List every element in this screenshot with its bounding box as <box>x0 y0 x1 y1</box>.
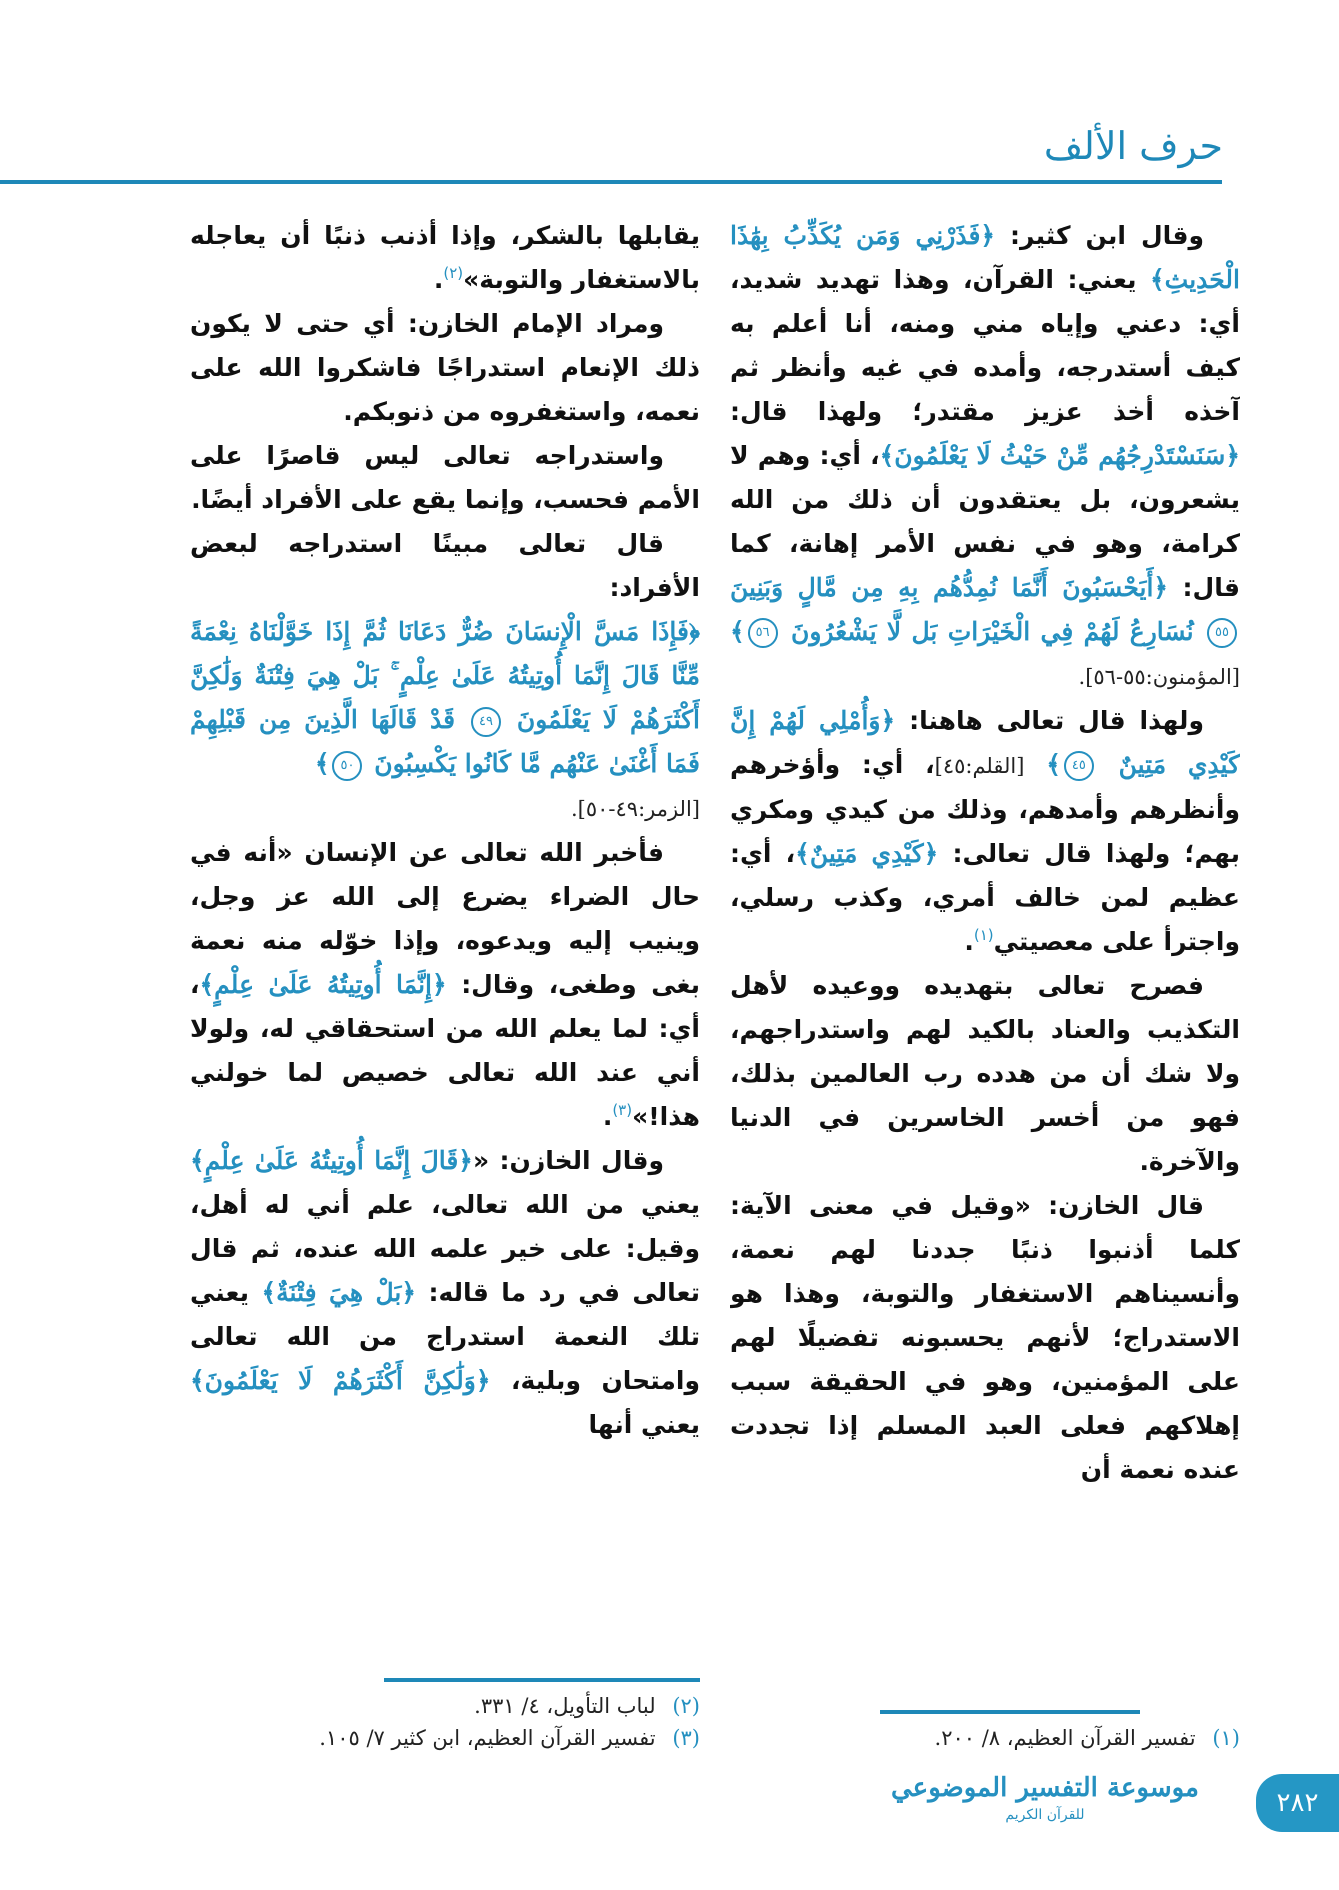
quran-bracket: ﴾ <box>730 617 745 646</box>
quran-bracket: ﴾ <box>1046 750 1061 779</box>
footnotes-right <box>730 1722 1240 1754</box>
paragraph <box>190 214 700 302</box>
footnote-number: (٣) <box>672 1726 700 1750</box>
verse-reference-line <box>190 786 700 831</box>
quran-verse: ﴿وَلَٰكِنَّ أَكْثَرَهُمْ لَا يَعْلَمُونَ﴾ <box>190 1366 491 1395</box>
text: ولهذا قال تعالى هاهنا: <box>909 706 1204 735</box>
paragraph: ومراد الإمام الخازن: أي حتى لا يكون ذلك الإنعام استدراجًا فاشكروا الله على نعمه، واستغفروه من ذنوبكم. <box>190 309 700 426</box>
paragraph <box>730 699 1240 964</box>
paragraph <box>190 1139 700 1447</box>
footnote-text: تفسير القرآن العظيم، ٨/ ٢٠٠. <box>934 1726 1196 1750</box>
text: يعني من الله تعالى، علم أني له أهل، وقيل: على خير علمه الله عنده، ثم قال تعالى في رد ما قاله: <box>190 1190 700 1307</box>
footnote-rule <box>384 1678 700 1682</box>
text: فأخبر الله تعالى عن الإنسان «أنه في حال الضراء يضرع إلى الله عز وجل، وينيب إليه ويدعوه، وإذا خوّله منه نعمة بغى وطغى، وقال: <box>190 838 700 999</box>
quran-verse: ﴿بَلْ هِيَ فِتْنَةٌ﴾ <box>261 1278 417 1307</box>
text: ، أي: عظيم لمن خالف أمري، وكذب رسلي، واجترأ على معصيتي <box>730 839 1240 956</box>
quran-verse: نُسَارِعُ لَهُمْ فِي الْخَيْرَاتِ بَل لَّا يَشْعُرُونَ <box>791 617 1194 646</box>
text: يقابلها بالشكر، وإذا أذنب ذنبًا أن يعاجله بالاستغفار والتوبة» <box>190 221 700 294</box>
verse-reference: [القلم:٤٥] <box>934 754 1025 778</box>
ayah-number-icon: ٤٩ <box>471 707 501 737</box>
text: . <box>602 1102 613 1131</box>
right-column-wrap <box>730 214 1240 1754</box>
text: وقال ابن كثير: <box>1010 221 1204 250</box>
quran-bracket: ﴾ <box>314 749 330 778</box>
verse-reference: [الزمر:٤٩-٥٠]. <box>570 797 700 821</box>
quran-verse: قَدْ قَالَهَا الَّذِينَ مِن قَبْلِهِمْ فَمَا أَغْنَىٰ عَنْهُم مَّا كَانُوا يَكْسِبُونَ <box>190 705 700 778</box>
footnote-rule <box>880 1710 1140 1714</box>
footnote-area-right <box>730 1700 1240 1754</box>
quran-verse: ﴿فَإِذَا مَسَّ الْإِنسَانَ ضُرٌّ دَعَانَا ثُمَّ إِذَا خَوَّلْنَاهُ نِعْمَةً مِّنَّا قَالَ إِنَّمَا أُوتِيتُهُ عَلَىٰ عِلْمٍ ۚ بَلْ هِيَ فِتْنَةٌ وَلَٰكِنَّ أَكْثَرَهُمْ لَا يَعْلَمُونَ <box>190 617 700 734</box>
paragraph: فصرح تعالى بتهديده ووعيده لأهل التكذيب والعناد بالكيد لهم واستدراجهم، ولا شك أن من هدده رب العالمين بذلك، فهو من أخسر الخاسرين في الدنيا والآخرة. <box>730 971 1240 1176</box>
quran-verse: ﴿كَيْدِي مَتِينٌ﴾ <box>795 839 939 868</box>
footnote <box>190 1722 700 1754</box>
text: يعني أنها <box>588 1410 700 1439</box>
footnote-marker[interactable]: (١) <box>973 926 994 944</box>
ayah-number-icon: ٥٥ <box>1207 618 1237 648</box>
quran-verse: ﴿فَذَرْنِي وَمَن يُكَذِّبُ بِهَٰذَا الْحَدِيثِ﴾ <box>730 221 1240 294</box>
text: ، أي: وهم لا يشعرون، بل يعتقدون أن ذلك من الله كرامة، وهو في نفس الأمر إهانة، كما قال: <box>730 441 1240 602</box>
quran-verse: ﴿سَنَسْتَدْرِجُهُم مِّنْ حَيْثُ لَا يَعْلَمُونَ﴾ <box>879 441 1240 470</box>
quran-verse: ﴿إِنَّمَا أُوتِيتُهُ عَلَىٰ عِلْمٍ﴾ <box>199 970 447 999</box>
footnotes-left <box>190 1690 700 1754</box>
paragraph: قال الخازن: «وقيل في معنى الآية: كلما أذنبوا ذنبًا جددنا لهم نعمة، وأنسيناهم الاستغفار والتوبة، وهذا هو الاستدراج؛ لأنهم يحسبونه تفضيلًا لهم على المؤمنين، وهو في الحقيقة سبب إهلاكهم فعلى العبد المسلم إذا تجددت عنده نعمة أن <box>730 1191 1240 1484</box>
footnote-number: (١) <box>1212 1726 1240 1750</box>
footnote-text: لباب التأويل، ٤/ ٣٣١. <box>474 1694 656 1718</box>
ayah-number-icon: ٥٠ <box>332 751 362 781</box>
left-column <box>190 214 700 1668</box>
text: . <box>433 265 444 294</box>
text: يعني تلك النعمة استدراج من الله تعالى وامتحان وبلية، <box>190 1278 700 1395</box>
footnote <box>730 1722 1240 1754</box>
paragraph <box>190 831 700 1139</box>
ayah-number-icon: ٤٥ <box>1064 751 1094 781</box>
footnote-number: (٢) <box>672 1694 700 1718</box>
paragraph: قال تعالى مبينًا استدراجه لبعض الأفراد: <box>190 529 700 602</box>
quran-block <box>190 610 700 786</box>
footnote <box>190 1690 700 1722</box>
quran-verse: ﴿وَأُمْلِي لَهُمْ إِنَّ كَيْدِي مَتِينٌ <box>730 706 1240 779</box>
encyclopedia-logo <box>880 1770 1210 1824</box>
text: ، أي: لما يعلم الله من استحقاقي له، ولولا أني عند الله تعالى خصيص لما خولني هذا!» <box>190 970 700 1131</box>
paragraph: واستدراجه تعالى ليس قاصرًا على الأمم فحسب، وإنما يقع على الأفراد أيضًا. <box>190 441 700 514</box>
verse-reference: [المؤمنون:٥٥-٥٦]. <box>1078 665 1240 689</box>
text: يعني: القرآن، وهذا تهديد شديد، أي: دعني وإياه مني ومنه، أنا أعلم به كيف أستدرجه، وأمده في غيه وأنظر ثم آخذه أخذ عزيز مقتدر؛ ولهذا قال: <box>730 265 1240 426</box>
quran-verse: ﴿قَالَ إِنَّمَا أُوتِيتُهُ عَلَىٰ عِلْمٍ﴾ <box>190 1146 473 1175</box>
ayah-number-icon: ٥٦ <box>748 618 778 648</box>
left-column-wrap <box>190 214 700 1754</box>
text: وقال الخازن: « <box>472 1146 664 1175</box>
header-rule <box>0 180 1222 184</box>
quran-verse: ﴿أَيَحْسَبُونَ أَنَّمَا نُمِدُّهُم بِهِ مِن مَّالٍ وَبَنِينَ <box>730 573 1169 602</box>
footnote-marker[interactable]: (٣) <box>612 1101 633 1119</box>
footnote-marker[interactable]: (٢) <box>443 264 464 282</box>
text: . <box>964 927 974 956</box>
paragraph <box>730 214 1240 699</box>
page-number: ٢٨٢ <box>1256 1774 1339 1832</box>
right-column <box>730 214 1240 1700</box>
chapter-title: حرف الألف <box>1043 124 1223 168</box>
logo-title: موسوعة التفسير الموضوعي <box>891 1773 1199 1803</box>
logo-subtitle: للقرآن الكريم <box>1005 1807 1085 1823</box>
footnote-text: تفسير القرآن العظيم، ابن كثير ٧/ ١٠٥. <box>319 1726 656 1750</box>
footnote-area-left <box>190 1668 700 1754</box>
text: ، أي: وأؤخرهم وأنظرهم وأمدهم، وذلك من كيدي ومكري بهم؛ ولهذا قال تعالى: <box>730 750 1240 868</box>
